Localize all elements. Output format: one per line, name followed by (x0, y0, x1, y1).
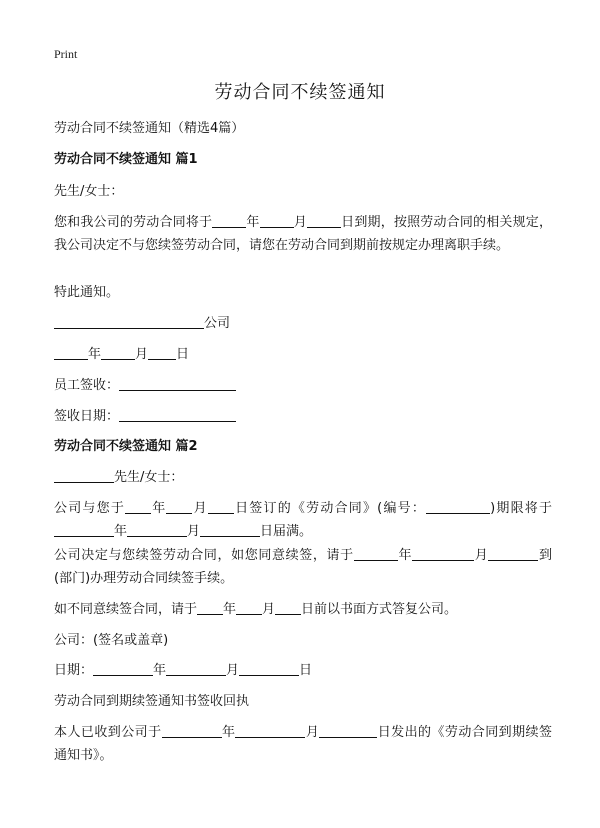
blank-field (119, 406, 236, 422)
blank-field (354, 545, 398, 561)
blank-field (125, 498, 151, 514)
blank-field (166, 660, 226, 676)
blank-field (212, 212, 246, 228)
section2-paragraph1: 公司与您于 年 月 日签订的《劳动合同》(编号： )期限将于年 月 日届满。 (54, 497, 552, 543)
sign-date-line: 签收日期： (54, 405, 552, 428)
section1-date-line: 年 月 日 (54, 343, 552, 366)
blank-field (93, 660, 153, 676)
blank-field (127, 521, 187, 537)
receipt-title: 劳动合同到期续签通知书签收回执 (54, 694, 250, 709)
section1-salutation: 先生/女士： (54, 184, 124, 199)
blank-field (426, 498, 490, 514)
company-sign-line: 公司：(签名或盖章) (54, 633, 169, 648)
blank-field (119, 375, 236, 391)
blank-field (166, 498, 192, 514)
section2-paragraph3: 如不同意续签合同，请于 年 月 日前以书面方式答复公司。 (54, 598, 552, 621)
blank-field (197, 599, 223, 615)
blank-field (319, 722, 377, 738)
blank-field (275, 599, 301, 615)
receipt-paragraph: 本人已收到公司于 年 月 日发出的《劳动合同到期续签通知书》。 (54, 721, 552, 767)
blank-field (54, 344, 88, 360)
blank-field (236, 599, 262, 615)
blank-field (148, 344, 176, 360)
blank-field (260, 212, 294, 228)
section2-salutation: 先生/女士： (54, 466, 552, 489)
blank-field (200, 521, 260, 537)
section1-closing: 特此通知。 (54, 285, 120, 300)
blank-field (54, 467, 114, 483)
blank-field (208, 498, 234, 514)
employee-sign-line: 员工签收： (54, 374, 552, 397)
section1-company-line: 公司 (54, 312, 552, 335)
blank-field (488, 545, 538, 561)
blank-field (307, 212, 341, 228)
document-subtitle: 劳动合同不续签通知（精选4篇） (54, 121, 245, 136)
blank-field (101, 344, 135, 360)
print-label: Print (54, 47, 78, 61)
section1-paragraph: 您和我公司的劳动合同将于 年 月 日到期，按照劳动合同的相关规定，我公司决定不与您续签劳动合同，请您在劳动合同到期前按规定办理离职手续。 (54, 211, 552, 257)
blank-field (54, 521, 114, 537)
section2-date-line: 日期： 年 月 日 (54, 659, 552, 682)
blank-field (162, 722, 222, 738)
blank-field (54, 313, 204, 329)
section2-heading: 劳动合同不续签通知 篇2 (54, 439, 198, 454)
blank-field (412, 545, 474, 561)
section1-heading: 劳动合同不续签通知 篇1 (54, 152, 198, 167)
section2-paragraph2: 公司决定与您续签劳动合同，如您同意续签，请于 年 月 到(部门)办理劳动合同续签手续。 (54, 544, 552, 590)
blank-field (239, 660, 299, 676)
document-title: 劳动合同不续签通知 (214, 82, 386, 103)
blank-field (235, 722, 305, 738)
